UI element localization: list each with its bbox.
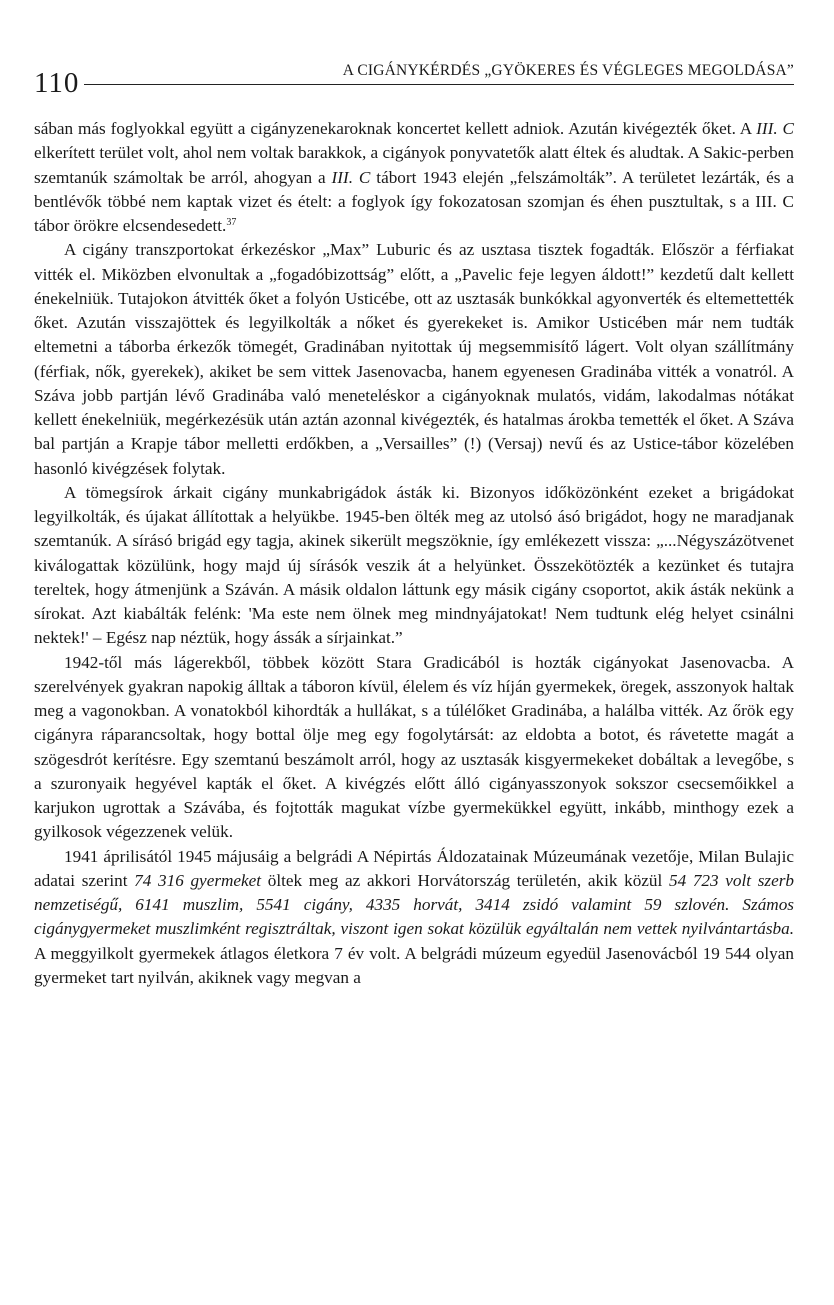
paragraph-1-text: sában más foglyokkal együtt a cigányzenekaroknak koncertet kellett adniok. Azután kivégezték őket. A xyxy=(34,119,757,138)
paragraph-1 xyxy=(34,117,794,238)
paragraph-1-text-2: elkerített terület volt, ahol nem voltak barakkok, a cigányok ponyvatetők alatt éltek és aludtak. A Sakic-perben szemtanúk számoltak be arról, ahogyan a xyxy=(34,143,794,187)
paragraph-5-italic-2: 54 723 volt szerb nemzetiségű, 6141 muszlim, 5541 cigány, 4335 horvát, 3414 zsidó valamint 59 szlovén. Számos cigánygyermeket muszlimként regisztráltak, viszont igen sokat közülük egyáltalán nem vettek nyilvántartásba. xyxy=(34,870,794,939)
footnote-marker: 37 xyxy=(226,217,237,228)
paragraph-2: A cigány transzportokat érkezéskor „Max” Luburic és az usztasa tisztek fogadták. Először a férfiakat vitték el. Miközben elvonultak a „fogadóbizottság” előtt, a „Pavelic feje legyen áldott!” kezdetű dalt kellett énekelniük. Tutajokon átvitték őket a folyón Usticébe, ott az usztasák bunkókkal agyonverték és eltemettették őket. Azután visszajöttek és legyilkolták a nőket és gyerekeket is. Amikor Usticében már nem tudták eltemetni a táborba érkezők tömegét, Gradinában nyitottak új megsemmisítő lágert. Volt olyan szállítmány (férfiak, nők, gyerekek), akiket be sem vittek Jasenovacba, hanem egyenesen Gradinába vitték a vonatról. A Száva jobb partján lévő Gradinába való meneteléskor a cigányoknak mulatós, vidám, lakodalmas nótákat kellett énekelniük, megérkezésük után aztán azonnal kivégezték, és hatalmas árokba temették el őket. A Száva bal partján a Krapje tábor melletti erdőkben, a „Versailles” (!) (Versaj) nevű és az Ustice-tábor közelében hasonló kivégzések folytak. xyxy=(34,240,794,478)
paragraph-1-italic-1: III. C xyxy=(756,119,794,138)
paragraph-4: 1942-től más lágerekből, többek között Stara Gradicából is hozták cigányokat Jasenovacba. A szerelvények gyakran napokig álltak a táboron kívül, élelem és víz híján gyermekek, öregek, asszonyok haltak meg a vagonokban. A vonatokból kihordták a hullákat, s a túlélőket Gradinába, a halálba vitték. Az őrök egy cigányra ráparancsoltak, hogy bottal ölje meg egy fogolytársát: az eldobta a botot, és rávetette magát a szögesdrót kerítésre. Egy szemtanú beszámolt arról, hogy az usztasák kisgyermekeket dobáltak a levegőbe, s a szuronyaik hegyével kapták el őket. A kivégzés előtt álló cigányasszonyok sokszor csecsemőikkel a karjukon ugrottak a Szávába, és fojtották magukat vízbe gyermekükkel együtt, inkább, minthogy ezek a gyilkosok végezzenek velük. xyxy=(34,652,794,842)
paragraph-1-text-3: tábort 1943 elején „felszámolták”. A területet lezárták, és a bentlévők többé nem kaptak vizet és ételt: a foglyok így fokozatosan szomjan és éhen pusztultak, s a III. C tábor örökre elcsendesedett. xyxy=(34,167,794,235)
paragraph-5-italic-1: 74 316 gyermeket xyxy=(134,870,262,890)
paragraph-5 xyxy=(34,845,794,991)
header-rule xyxy=(84,84,794,85)
body-text xyxy=(34,117,794,990)
paragraph-5-text-3: A meggyilkolt gyermekek átlagos életkora 7 év volt. A belgrádi múzeum egyedül Jasenovácból 19 544 olyan gyermeket tart nyilván, akiknek vagy megvan a xyxy=(34,943,794,987)
paragraph-5-text-2: öltek meg az akkori Horvátország területén, akik közül xyxy=(261,870,669,890)
paragraph-3: A tömegsírok árkait cigány munkabrigádok ásták ki. Bizonyos időközönként ezeket a brigádokat legyilkolták, és újakat állítottak a helyükbe. 1945-ben ölték meg az utolsó ásó brigádot, hogy ne maradjanak szemtanúk. A sírásó brigád egy tagja, akinek sikerült megszöknie, így emlékezett vissza: „...Négyszázötvenet kiválogattak közülünk, hogy majd új sírásók veszik át a helyünket. Összekötözték a kezünket és tutajra tereltek, hogy átmenjünk a Száván. A másik oldalon láttunk egy másik cigány csoportot, akik ásták nekünk a sírokat. Azt kiabálták felénk: 'Ma este nem ölnek meg mindnyájatokat! Nem tudtunk elég helyet csinálni nektek!' – Egész nap néztük, hogy ássák a sírjainkat.” xyxy=(34,482,794,648)
page-header xyxy=(34,60,794,100)
running-title: A CIGÁNYKÉRDÉS „GYÖKERES ÉS VÉGLEGES MEGOLDÁSA” xyxy=(342,62,794,79)
paragraph-1-italic-2: III. C xyxy=(331,167,371,187)
page-number: 110 xyxy=(34,67,80,99)
paragraph-5-text: 1941 áprilisától 1945 májusáig a belgrádi A Népirtás Áldozatainak Múzeumának vezetője, Milan Bulajic adatai szerint xyxy=(34,846,794,890)
